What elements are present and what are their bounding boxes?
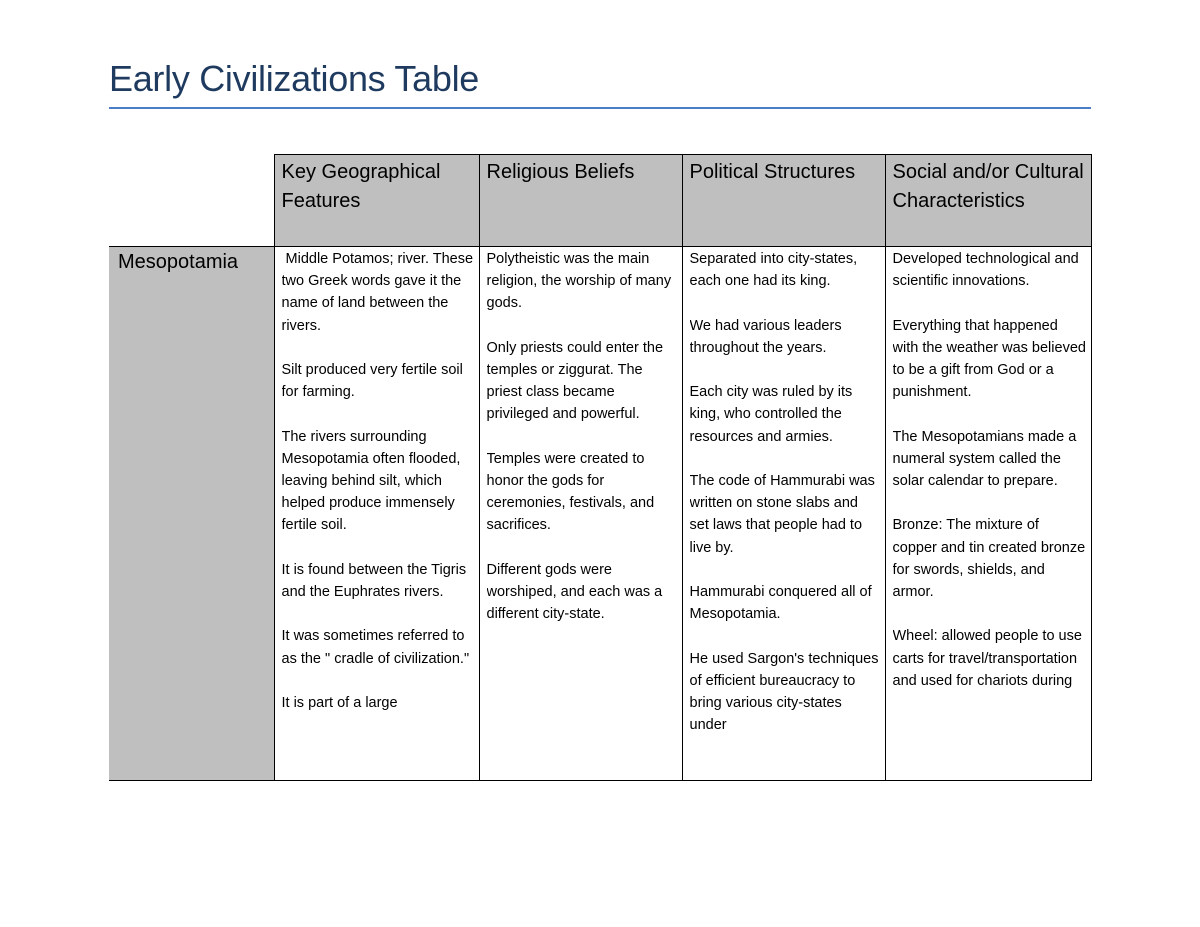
social-paragraph: The Mesopotamians made a numeral system called the solar calendar to prepare. — [892, 428, 1077, 489]
civilizations-table — [109, 154, 1092, 781]
social-paragraph: Developed technological and scientific innovations. — [892, 251, 1079, 290]
geography-paragraph: It is part of a large — [281, 694, 398, 711]
politics-paragraph: We had various leaders throughout the years. — [689, 317, 842, 356]
title-underline — [109, 107, 1091, 109]
table-row — [109, 247, 1091, 781]
geography-paragraph: Middle Potamos; river. These two Greek words gave it the name of land between the rivers. — [281, 251, 478, 334]
geography-paragraph: The rivers surrounding Mesopotamia often flooded, leaving behind silt, which helped produce immensely fertile soil. — [281, 428, 461, 534]
geography-paragraph: It is found between the Tigris and the Euphrates rivers. — [281, 561, 467, 600]
religion-paragraph: Different gods were worshiped, and each was a different city-state. — [486, 561, 663, 623]
header-politics: Political Structures — [682, 155, 885, 247]
cell-religion — [479, 247, 682, 781]
row-label-mesopotamia: Mesopotamia — [109, 247, 274, 781]
politics-paragraph: Hammurabi conquered all of Mesopotamia. — [689, 583, 872, 623]
politics-paragraph: Each city was ruled by its king, who controlled the resources and armies. — [689, 384, 853, 445]
corner-cell — [109, 155, 274, 247]
header-religion: Religious Beliefs — [479, 155, 682, 247]
page-title: Early Civilizations Table — [109, 58, 479, 99]
religion-paragraph: Temples were created to honor the gods for ceremonies, festivals, and sacrifices. — [486, 450, 655, 534]
religion-paragraph: Polytheistic was the main religion, the worship of many gods. — [486, 251, 672, 312]
politics-paragraph: He used Sargon's techniques of efficient bureaucracy to bring various city-states under — [689, 650, 879, 734]
cell-geography — [274, 247, 479, 781]
geography-paragraph: Silt produced very fertile soil for farming. — [281, 362, 463, 401]
politics-paragraph: Separated into city-states, each one had its king. — [689, 251, 858, 290]
social-paragraph: Wheel: allowed people to use carts for travel/transportation and used for chariots during — [892, 628, 1082, 689]
social-paragraph: Bronze: The mixture of copper and tin created bronze for swords, shields, and armor. — [892, 517, 1086, 600]
cell-social — [885, 247, 1091, 781]
header-row — [109, 155, 1091, 247]
geography-paragraph: It was sometimes referred to as the " cradle of civilization." — [281, 628, 470, 667]
religion-paragraph: Only priests could enter the temples or ziggurat. The priest class became privileged and powerful. — [486, 339, 664, 423]
social-paragraph: Everything that happened with the weather was believed to be a gift from God or a punishment. — [892, 317, 1086, 401]
cell-politics — [682, 247, 885, 781]
header-geography: Key Geographical Features — [274, 155, 479, 247]
header-social: Social and/or Cultural Characteristics — [885, 155, 1091, 247]
politics-paragraph: The code of Hammurabi was written on stone slabs and set laws that people had to live by. — [689, 472, 875, 556]
